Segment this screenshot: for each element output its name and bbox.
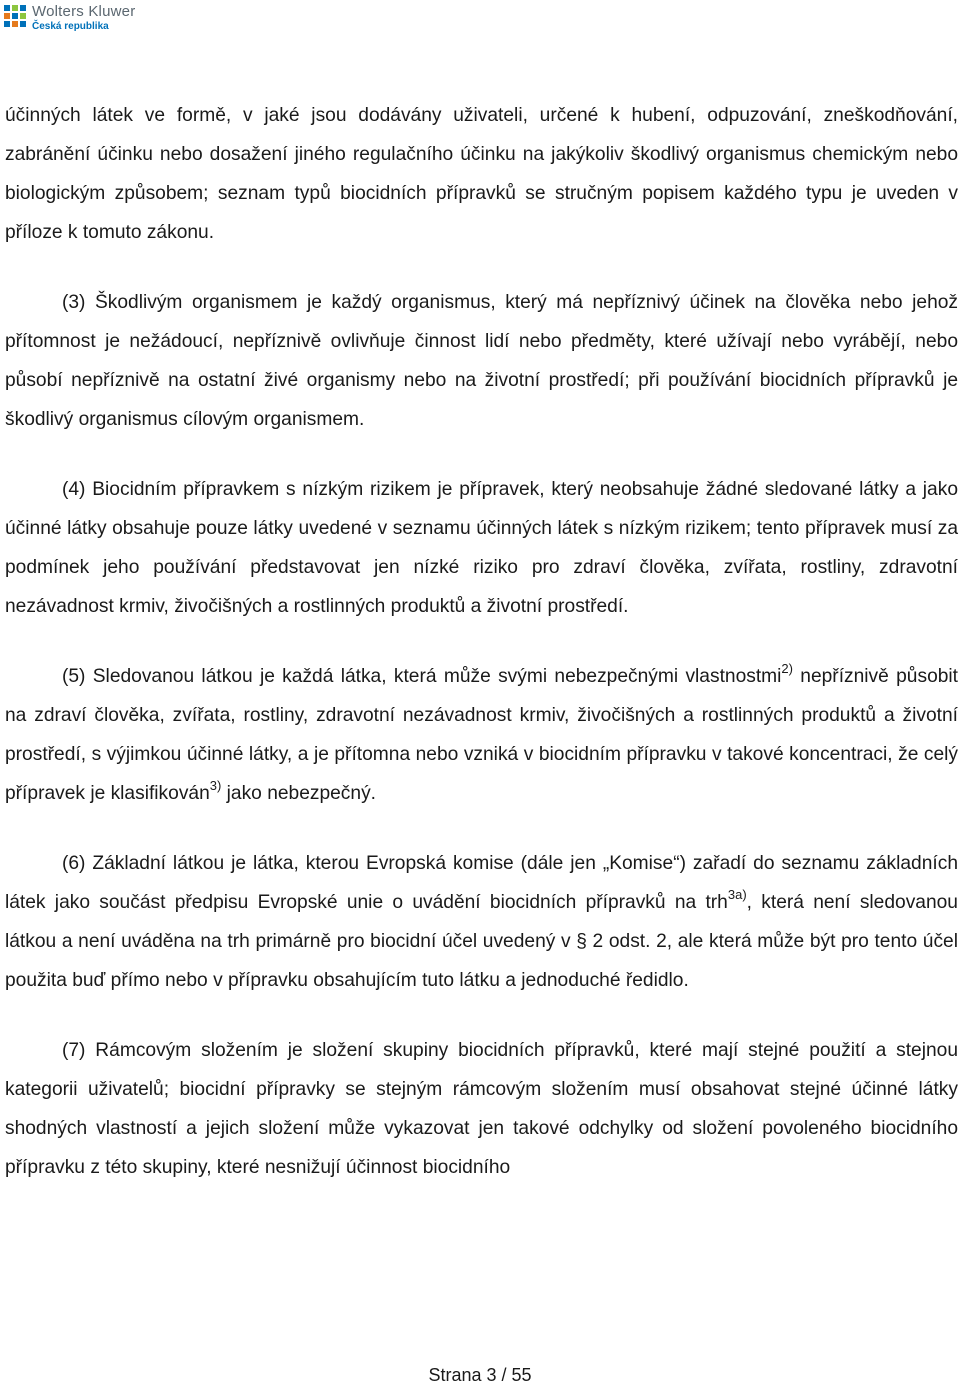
paragraph-6 xyxy=(5,844,958,1000)
footnote-ref-3: 3) xyxy=(209,777,222,793)
paragraph-6-text-a: (6) Základní látkou je látka, kterou Evropská komise (dále jen „Komise“) zařadí do seznamu základních látek jako součást předpisu Evropské unie o uvádění biocidních přípravků na trh xyxy=(5,853,958,913)
paragraph-3: (3) Škodlivým organismem je každý organismus, který má nepříznivý účinek na člověka nebo jehož přítomnost je nežádoucí, nepříznivě ovlivňuje činnost lidí nebo předměty, které užívají nebo vyrábějí, nebo působí nepříznivě na ostatní živé organismy nebo na životní prostředí; při používání biocidních přípravků je škodlivý organismus cílovým organismem. xyxy=(5,292,958,430)
page-number: Strana 3 / 55 xyxy=(428,1365,532,1385)
paragraph-5 xyxy=(5,657,958,813)
paragraph-5-text-a: (5) Sledovanou látkou je každá látka, která může svými nebezpečnými vlastnostmi xyxy=(62,666,782,687)
brand-name: Wolters Kluwer xyxy=(32,3,136,20)
document-body xyxy=(5,96,958,1187)
paragraph-5-text-c: jako nebezpečný. xyxy=(221,783,376,804)
footnote-ref-2: 2) xyxy=(781,660,793,676)
paragraph-5-text-b: nepříznivě působit na zdraví člověka, zvířata, rostliny, zdravotní nezávadnost krmiv, živočišných a rostlinných produktů a životní prostředí, s výjimkou účinné látky, a je přítomna nebo vzniká v biocidním přípravku v takové koncentraci, že celý přípravek je klasifikován xyxy=(5,666,959,804)
paragraph-continuation: účinných látek ve formě, v jaké jsou dodávány uživateli, určené k hubení, odpuzování, zneškodňování, zabránění účinku nebo dosažení jiného regulačního účinku na jakýkoliv škodlivý organismus chemickým nebo biologickým způsobem; seznam typů biocidních přípravků se stručným popisem každého typu je uveden v příloze k tomuto zákonu. xyxy=(5,105,958,243)
brand-subtitle: Česká republika xyxy=(32,21,109,32)
paragraph-7: (7) Rámcovým složením je složení skupiny biocidních přípravků, které mají stejné použití a stejnou kategorii uživatelů; biocidní přípravky se stejným rámcovým složením musí obsahovat stejné účinné látky shodných vlastností a jejich složení může vykazovat jen takové odchylky od složení povoleného biocidního přípravku z této skupiny, které nesnižují účinnost biocidního xyxy=(5,1040,958,1178)
wolters-kluwer-logo-icon xyxy=(4,5,26,27)
header-logo xyxy=(4,4,135,32)
paragraph-6-text-b: , která není sledovanou látkou a není uváděna na trh primárně pro biocidní účel uvedený v § 2 odst. 2, ale která může být pro tento účel použita buď přímo nebo v přípravku obsahujícím tuto látku a jednoduché ředidlo. xyxy=(5,892,958,991)
paragraph-4: (4) Biocidním přípravkem s nízkým rizikem je přípravek, který neobsahuje žádné sledované látky a jako účinné látky obsahuje pouze látky uvedené v seznamu účinných látek s nízkým rizikem; tento přípravek musí za podmínek jeho používání představovat jen nízké riziko pro zdraví člověka, zvířata, rostliny, zdravotní nezávadnost krmiv, živočišných a rostlinných produktů a životní prostředí. xyxy=(5,479,958,617)
footnote-ref-3a: 3a) xyxy=(727,886,747,902)
